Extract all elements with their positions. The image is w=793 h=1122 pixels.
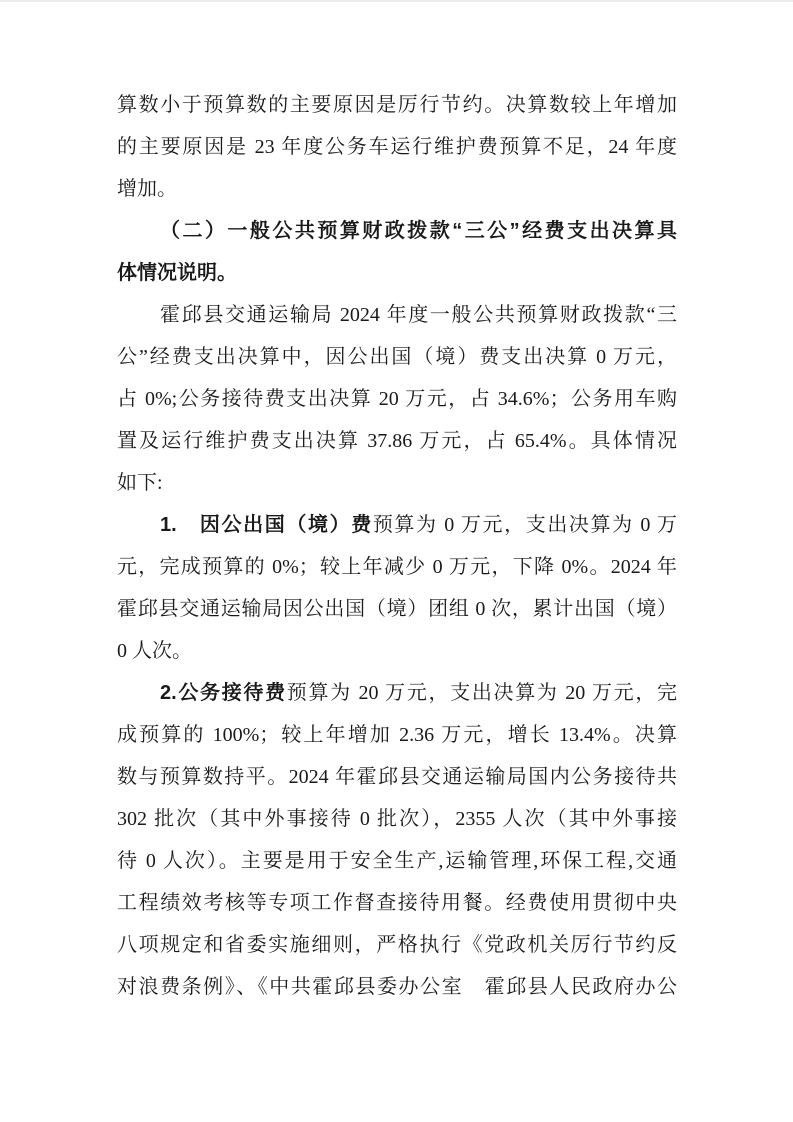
body-text: 数与预算数持平。2024 年霍邱县交通运输局国内公务接待共 xyxy=(117,766,677,788)
body-text: 霍邱县交通运输局因公出国（境）团组 0 次，累计出国（境） xyxy=(117,598,677,620)
text-line xyxy=(117,420,677,462)
body-text: 0 人次。 xyxy=(117,640,192,662)
body-text: 八项规定和省委实施细则，严格执行《党政机关厉行节约反 xyxy=(117,934,677,956)
text-line xyxy=(117,252,677,294)
body-text: 的主要原因是 23 年度公务车运行维护费预算不足，24 年度 xyxy=(117,136,677,158)
body-text: 增加。 xyxy=(117,178,177,200)
text-line xyxy=(117,924,677,966)
text-line xyxy=(117,546,677,588)
body-text: 霍邱县交通运输局 2024 年度一般公共预算财政拨款“三 xyxy=(160,304,677,326)
bold-text: 体情况说明。 xyxy=(117,262,237,284)
body-text: 公”经费支出决算中，因公出国（境）费支出决算 0 万元， xyxy=(117,346,677,368)
text-line xyxy=(117,84,677,126)
text-line xyxy=(117,294,677,336)
body-text: 工程绩效考核等专项工作督查接待用餐。经费使用贯彻中央 xyxy=(117,892,677,914)
body-text: 占 0%;公务接待费支出决算 20 万元，占 34.6%；公务用车购 xyxy=(117,388,677,410)
body-text: 对浪费条例》、《中共霍邱县委办公室 霍邱县人民政府办公 xyxy=(117,976,677,998)
bold-text: 1. 因公出国（境）费 xyxy=(160,514,373,536)
text-line xyxy=(117,630,677,672)
body-text: 算数小于预算数的主要原因是厉行节约。决算数较上年增加 xyxy=(117,94,677,116)
page-top-edge xyxy=(0,0,793,2)
text-line xyxy=(117,210,677,252)
text-line xyxy=(117,882,677,924)
body-text: 元，完成预算的 0%；较上年减少 0 万元，下降 0%。2024 年 xyxy=(117,556,677,578)
body-text: 成预算的 100%；较上年增加 2.36 万元，增长 13.4%。决算 xyxy=(117,724,677,746)
bold-text: 2.公务接待费 xyxy=(160,682,287,704)
bold-text: （二）一般公共预算财政拨款“三公”经费支出决算具 xyxy=(160,220,677,242)
text-line xyxy=(117,966,677,1008)
text-line xyxy=(117,168,677,210)
body-text: 待 0 人次）。主要是用于安全生产,运输管理,环保工程,交通 xyxy=(117,850,677,872)
text-line xyxy=(117,504,677,546)
text-line xyxy=(117,462,677,504)
body-text: 预算为 20 万元，支出决算为 20 万元，完 xyxy=(286,682,677,704)
document-content xyxy=(117,84,677,1008)
text-line xyxy=(117,798,677,840)
body-text: 302 批次（其中外事接待 0 批次），2355 人次（其中外事接 xyxy=(117,808,677,830)
text-line xyxy=(117,588,677,630)
body-text: 预算为 0 万元，支出决算为 0 万 xyxy=(372,514,677,536)
text-line xyxy=(117,714,677,756)
body-text: 置及运行维护费支出决算 37.86 万元，占 65.4%。具体情况 xyxy=(117,430,677,452)
text-line xyxy=(117,126,677,168)
text-line xyxy=(117,336,677,378)
text-line xyxy=(117,756,677,798)
text-line xyxy=(117,672,677,714)
text-line xyxy=(117,378,677,420)
text-line xyxy=(117,840,677,882)
body-text: 如下: xyxy=(117,472,163,494)
